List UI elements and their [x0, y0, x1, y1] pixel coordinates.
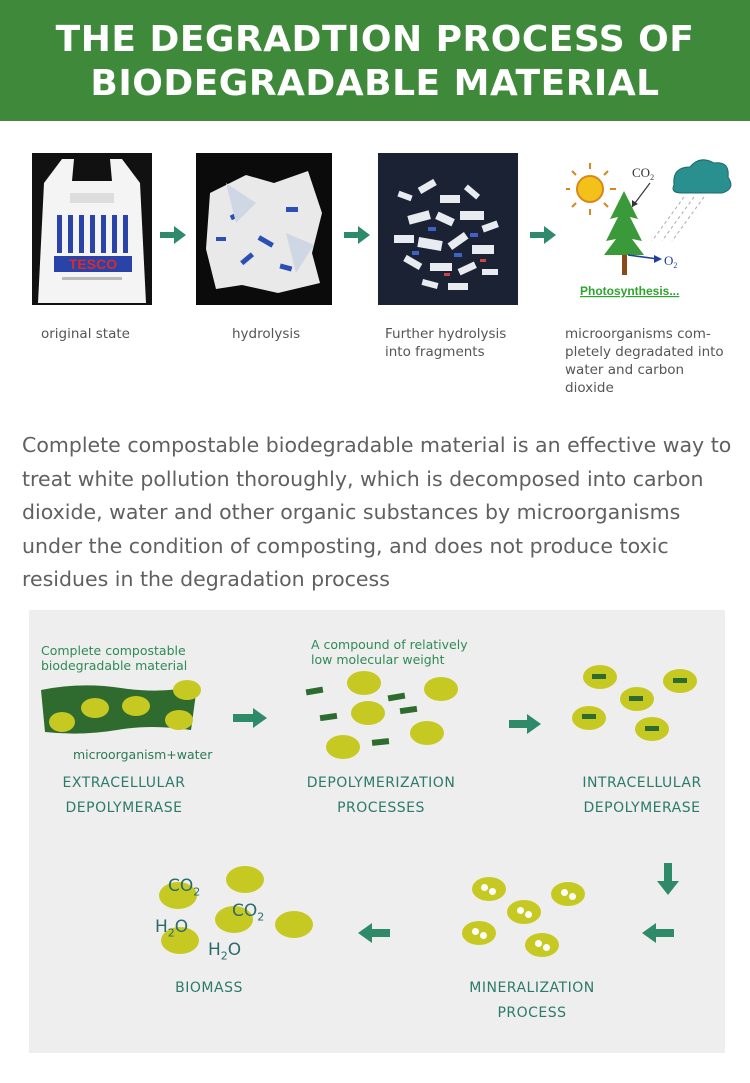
particle-ball — [326, 735, 360, 759]
stage-mineralization-process: MINERALIZATION PROCESS — [469, 980, 595, 1021]
microorganism-water-label: microorganism+water — [73, 747, 213, 762]
photo-plastic-bag — [32, 153, 152, 305]
white-dot — [525, 911, 532, 918]
page-title — [0, 18, 750, 106]
white-dot — [489, 888, 496, 895]
particle-ball — [347, 671, 381, 695]
particle-ball — [81, 698, 109, 718]
arrow-right-icon — [344, 226, 370, 244]
fragment-bar — [645, 726, 659, 731]
fragment-bar — [306, 687, 324, 696]
particle-ball — [173, 680, 201, 700]
biomass-ball — [226, 866, 264, 893]
h2o-formula: $H_2O$ — [155, 917, 189, 940]
material-label: Complete compostable biodegradable material — [41, 643, 188, 673]
degradation-diagram — [29, 610, 725, 1053]
co2-text: CO — [632, 165, 651, 180]
white-dot — [535, 940, 542, 947]
cell-ball — [462, 921, 496, 945]
particle-ball — [165, 710, 193, 730]
h2o-formula: $H_2O$ — [208, 940, 242, 963]
caption-original-state: original state — [41, 326, 130, 342]
photo-fragments — [378, 153, 518, 305]
arrow-right-icon — [233, 708, 267, 728]
title-line-2: BIODEGRADABLE MATERIAL — [90, 63, 660, 104]
white-dot — [543, 944, 550, 951]
photosynthesis-label: Photosynthesis... — [580, 284, 680, 298]
fragment-bar — [372, 738, 390, 746]
particle-ball — [410, 721, 444, 745]
header-banner — [0, 0, 750, 121]
fragment-bar — [673, 678, 687, 683]
co2-formula: $CO_2$ — [232, 901, 265, 924]
cell-ball — [551, 882, 585, 906]
bag-brand-text: TESCO — [68, 256, 118, 272]
compound-label: A compound of relatively low molecular weight — [311, 637, 468, 667]
fragment-bar — [320, 713, 338, 721]
particle-ball — [424, 677, 458, 701]
stage-biomass: BIOMASS — [175, 980, 243, 996]
svg-text:O2: $O_2$ — [664, 253, 678, 270]
photosynthesis-illustration — [566, 155, 736, 303]
caption-fragments: Further hydrolysis into fragments — [385, 326, 507, 360]
arrow-right-icon — [509, 714, 541, 734]
white-dot — [561, 889, 568, 896]
arrow-down-icon — [657, 863, 679, 895]
stage-intracellular-depolymerase: INTRACELLULAR DEPOLYMERASE — [582, 775, 702, 816]
fragment-bar — [592, 674, 606, 679]
fragment-bar — [629, 696, 643, 701]
co2-formula: $CO_2$ — [168, 876, 201, 899]
o2-text: O — [664, 253, 674, 268]
arrow-left-icon — [358, 923, 390, 943]
svg-text:CO2: $CO_2$ — [632, 165, 655, 182]
title-line-1: THE DEGRADTION PROCESS OF — [55, 19, 695, 60]
particle-ball — [49, 712, 75, 732]
cell-ball — [525, 933, 559, 957]
white-dot — [569, 893, 576, 900]
intro-paragraph: Complete compostable biodegradable material is an effective way to treat white pollution thoroughly, which is decomposed into carbon dioxide, water and other organic substances by microorganisms under the condition of composting, and does not produce toxic residues in the degradation process — [22, 433, 732, 591]
white-dot — [472, 928, 479, 935]
caption-hydrolysis: hydrolysis — [232, 326, 301, 342]
biomass-ball — [275, 911, 313, 938]
stage-depolymerization-processes: DEPOLYMERIZATION PROCESSES — [306, 775, 456, 816]
white-dot — [481, 884, 488, 891]
arrow-right-icon — [160, 226, 186, 244]
white-dot — [517, 907, 524, 914]
particle-ball — [351, 701, 385, 725]
stage-extracellular-depolymerase: EXTRACELLULAR DEPOLYMERASE — [62, 775, 186, 816]
arrow-left-icon — [642, 923, 674, 943]
fragment-bar — [582, 714, 596, 719]
arrow-right-icon — [530, 226, 556, 244]
particle-ball — [122, 696, 150, 716]
white-dot — [480, 932, 487, 939]
fragment-bar — [388, 693, 406, 702]
cell-ball — [507, 900, 541, 924]
fragment-bar — [400, 706, 418, 714]
photo-hydrolysis — [196, 153, 332, 305]
caption-degraded: microorganisms com- pletely degradated into water and carbon dioxide — [565, 326, 724, 396]
